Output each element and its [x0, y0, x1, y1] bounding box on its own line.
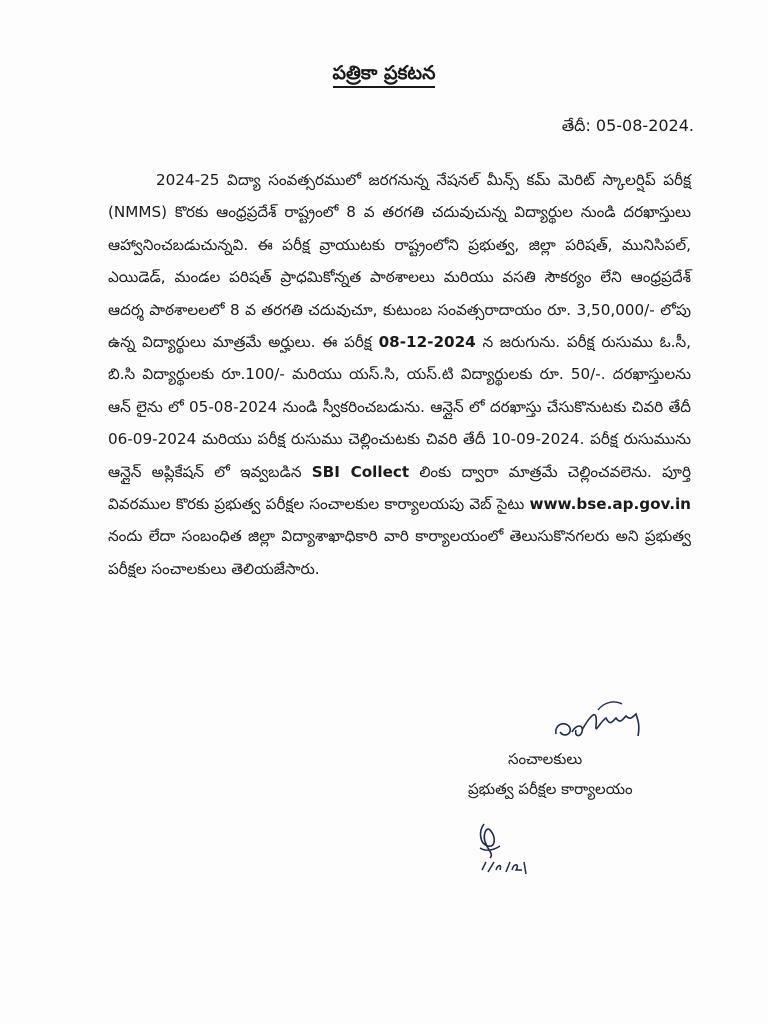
sbi-collect-text: SBI Collect [311, 462, 410, 481]
paragraph-part-1: 2024-25 విద్యా సంవత్సరములో జరగనున్న నేషనల్ మీన్స్ కమ్ మెరిట్ స్కాలర్షిప్ పరీక్ష (NMMS) కొరకు ఆంధ్రప్రదేశ్ రాష్ట్రంలో 8 వ తరగతి చదువుచున్న విద్యార్థుల నుండి దరఖాస్తులు ఆహ్వానించబడుచున్నవి. ఈ పరీక్ష వ్రాయుటకు రాష్ట్రంలోని ప్రభుత్వ, జిల్లా పరిషత్, మునిసిపల్, ఎయిడెడ్, మండల పరిషత్ ప్రాధమికోన్నత పాఠశాలలు మరియు వసతి సౌకర్యం లేని ఆంధ్రప్రదేశ్ ఆదర్శ పాఠశాలలలో 8 వ తరగతి చదువుచూ, కుటుంబ సంవత్సరాదాయం రూ. 3,50,000/- లోపు ఉన్న విద్యార్థులు మాత్రమే అర్హులు. ఈ పరీక్ష [108, 171, 691, 352]
website-url: www.bse.ap.gov.in [529, 495, 691, 514]
initials-signature [474, 818, 540, 878]
office-name: ప్రభుత్వ పరీక్షల కార్యాలయం [468, 780, 633, 798]
release-date: తేదీ: 05-08-2024. [561, 116, 694, 135]
paragraph-part-3: లింకు ద్వారా మాత్రమే చెల్లించవలెను. పూర్తి వివరముల కొరకు ప్రభుత్వ పరీక్షల సంచాలకుల కార్యాలయపు వెబ్ సైటు [108, 462, 691, 514]
director-signature [552, 696, 648, 742]
designation: సంచాలకులు [508, 750, 583, 768]
paragraph-part-2: న జరుగును. పరీక్ష రుసుము ఓ.సీ, బి.సి విద్యార్థులకు రూ.100/- మరియు యస్.సి, యస్.టి విద్యార్థులకు రూ. 50/-. దరఖాస్తులను ఆన్ లైను లో 05-08-2024 నుండి స్వీకరించబడును. ఆన్లైన్ లో దరఖాస్తు చేసుకొనుటకు చివరి తేదీ 06-09-2024 మరియు పరీక్ష రుసుము చెల్లించుటకు చివరి తేదీ 10-09-2024. పరీక్ష రుసుమును ఆన్లైన్ అప్లికేషన్ లో ఇవ్వబడిన [108, 333, 692, 481]
title-text: పత్రికా ప్రకటన [333, 62, 436, 88]
announcement-paragraph [108, 164, 691, 585]
press-release-title [0, 62, 768, 89]
paragraph-part-4: నందు లేదా సంబంధిత జిల్లా విద్యాశాఖాధికారి వారి కార్యాలయంలో తెలుసుకొనగలరు అని ప్రభుత్వ పరీక్షల సంచాలకులు తెలియజేసారు. [108, 527, 691, 578]
exam-date: 08-12-2024 [378, 333, 476, 352]
